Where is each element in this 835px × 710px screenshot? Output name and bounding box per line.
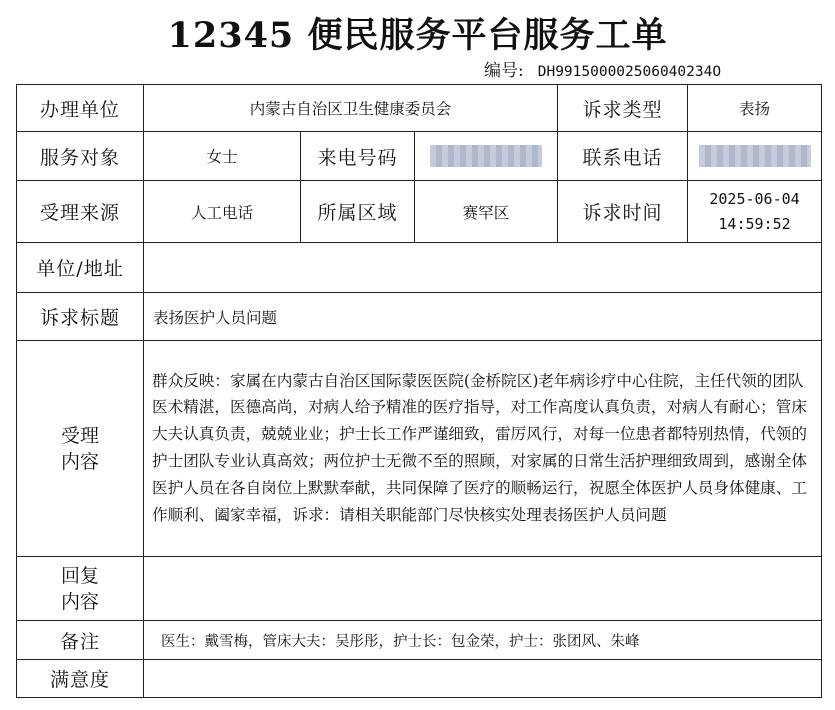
address-label: 单位/地址 <box>17 243 144 293</box>
unit-value: 内蒙古自治区卫生健康委员会 <box>144 85 558 132</box>
remark-value: 医生：戴雪梅，管床大夫：吴彤彤，护士长：包金荣，护士：张团风、朱峰 <box>144 621 822 660</box>
remark-label: 备注 <box>17 621 144 660</box>
content-label-line2: 内容 <box>60 450 99 473</box>
time-value <box>688 181 822 243</box>
reply-label-line1: 回复 <box>60 564 99 587</box>
table-row <box>17 293 822 341</box>
unit-label: 办理单位 <box>17 85 144 132</box>
content-value: 群众反映：家属在内蒙古自治区国际蒙医医院(金桥院区)老年病诊疗中心住院，主任代领的团队医术精湛，医德高尚，对病人给予精准的医疗指导，对工作高度认真负责，对病人有耐心；管床大夫认真负责，兢兢业业；护士长工作严谨细致，雷厉风行，对每一位患者都特别热情，代领的护士团队专业认真高效；两位护士无微不至的照顾，对家属的日常生活护理细致周到，感谢全体医护人员在各自岗位上默默奉献，共同保障了医疗的顺畅运行，祝愿全体医护人员身体健康、工作顺利、阖家幸福，诉求：请相关职能部门尽快核实处理表扬医护人员问题 <box>144 341 822 557</box>
content-label <box>17 341 144 557</box>
table-row <box>17 181 822 243</box>
table-row <box>17 243 822 293</box>
region-value: 赛罕区 <box>415 181 558 243</box>
table-row <box>17 660 822 698</box>
reply-value <box>144 557 822 621</box>
satisfaction-label: 满意度 <box>17 660 144 698</box>
source-value: 人工电话 <box>144 181 301 243</box>
work-order-table <box>16 84 822 698</box>
caller-label: 来电号码 <box>301 132 415 181</box>
target-value: 女士 <box>144 132 301 181</box>
subject-label: 诉求标题 <box>17 293 144 341</box>
time-date: 2025-06-04 <box>709 189 800 208</box>
source-label: 受理来源 <box>17 181 144 243</box>
reply-label <box>17 557 144 621</box>
table-row <box>17 621 822 660</box>
subject-value: 表扬医护人员问题 <box>144 293 822 341</box>
redacted-block <box>699 145 811 167</box>
contact-label: 联系电话 <box>558 132 688 181</box>
table-row <box>17 132 822 181</box>
content-label-line1: 受理 <box>60 424 99 447</box>
caller-value-masked <box>415 132 558 181</box>
table-row <box>17 85 822 132</box>
type-value: 表扬 <box>688 85 822 132</box>
region-label: 所属区域 <box>301 181 415 243</box>
serial-label: 编号: <box>484 61 524 81</box>
target-label: 服务对象 <box>17 132 144 181</box>
address-value <box>144 243 822 293</box>
time-label: 诉求时间 <box>558 181 688 243</box>
table-row <box>17 557 822 621</box>
reply-label-line2: 内容 <box>60 590 99 613</box>
type-label: 诉求类型 <box>558 85 688 132</box>
satisfaction-value <box>144 660 822 698</box>
contact-value-masked <box>688 132 822 181</box>
serial-number <box>484 56 721 81</box>
table-row <box>17 341 822 557</box>
page-title: 12345 便民服务平台服务工单 <box>167 15 668 56</box>
redacted-block <box>430 145 542 167</box>
time-clock: 14:59:52 <box>718 214 791 233</box>
serial-value: DH991500002506040234O <box>537 64 722 80</box>
